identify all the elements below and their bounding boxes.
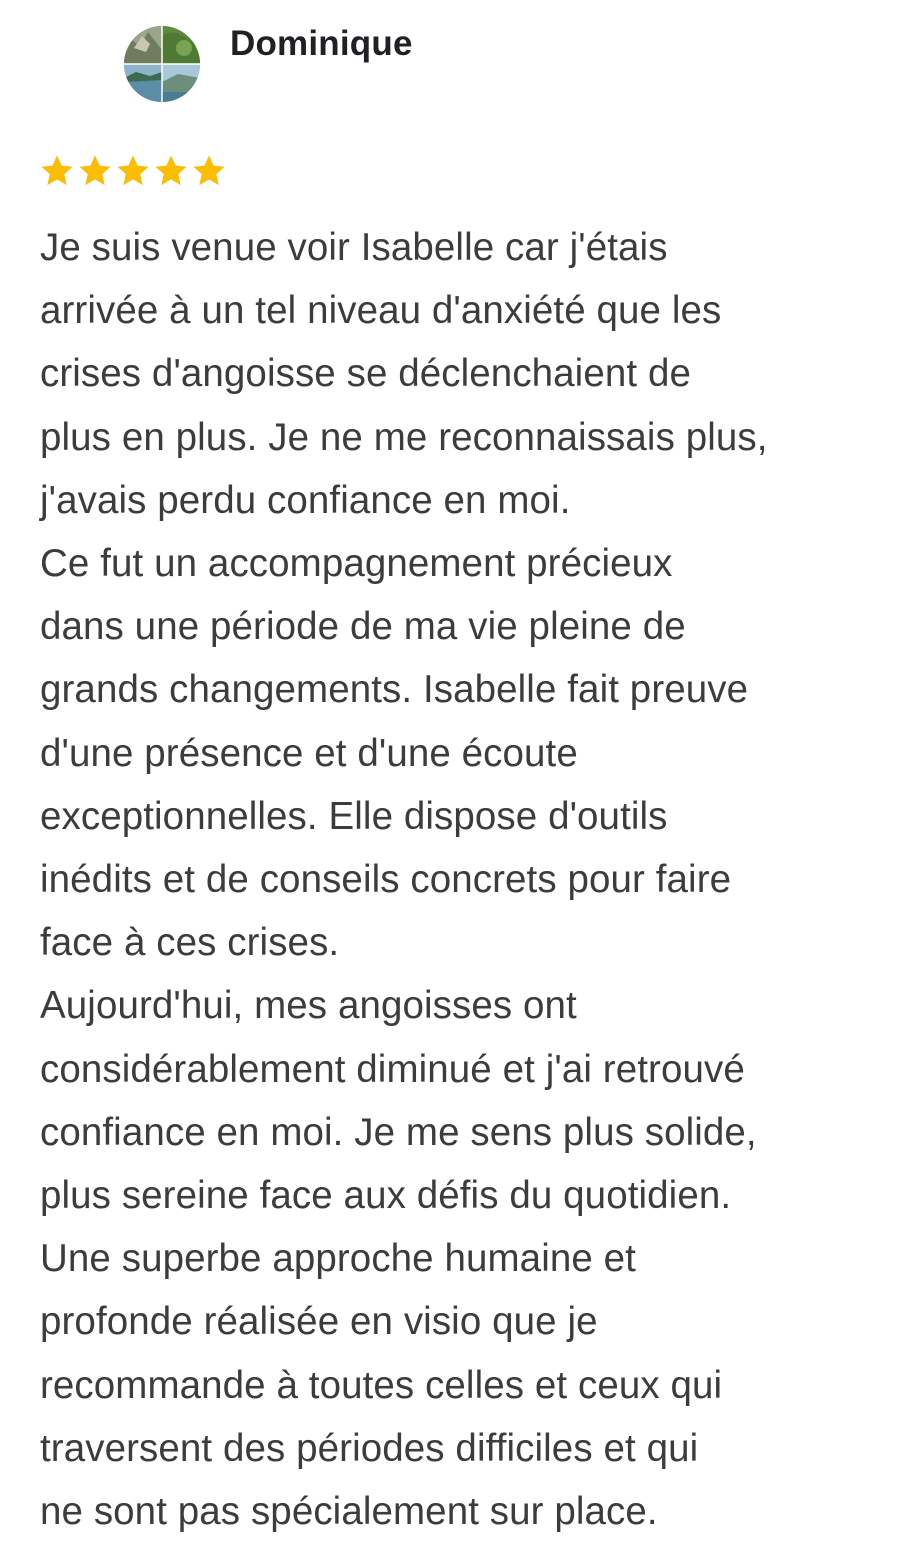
review-text-line: plus en plus. Je ne me reconnaissais plus, [40,415,768,459]
review-text-line: crises d'angoisse se déclenchaient de [40,352,691,396]
star-icon [190,152,228,190]
review-text-line: j'avais perdu confiance en moi. [40,478,571,522]
star-icon [76,152,114,190]
review-text-line: d'une présence et d'une écoute [40,731,578,775]
review-text-line: considérablement diminué et j'ai retrouvé [40,1047,745,1091]
review-text [40,216,890,1543]
review-text-line: Je suis venue voir Isabelle car j'étais [40,226,668,269]
review-text-line: grands changements. Isabelle fait preuve [40,668,749,712]
reviewer-name[interactable]: Dominique [230,24,413,63]
review-text-line: Aujourd'hui, mes angoisses ont [40,984,577,1028]
review-text-line: ne sont pas spécialement sur place. [40,1490,658,1534]
review-text-line: face à ces crises. [40,921,340,965]
review-text-line: Ce fut un accompagnement précieux [40,542,673,586]
star-icon [114,152,152,190]
review-header [124,26,413,104]
review-text-line: inédits et de conseils concrets pour faire [40,858,732,902]
review-text-line: Une superbe approche humaine et [40,1237,636,1281]
review-text-line: traversent des périodes difficiles et qui [40,1426,699,1470]
star-rating [38,152,228,190]
review-text-line: arrivée à un tel niveau d'anxiété que les [40,289,722,333]
avatar-photo [124,26,200,102]
review-text-line: profonde réalisée en visio que je [40,1300,598,1344]
review-text-line: dans une période de ma vie pleine de [40,605,686,649]
review-text-line: confiance en moi. Je me sens plus solide, [40,1110,757,1154]
star-icon [152,152,190,190]
review-text-line: recommande à toutes celles et ceux qui [40,1363,723,1407]
review-text-line: plus sereine face aux défis du quotidien. [40,1174,732,1218]
star-icon [38,152,76,190]
avatar[interactable] [124,26,200,102]
review-text-line: exceptionnelles. Elle dispose d'outils [40,794,668,838]
